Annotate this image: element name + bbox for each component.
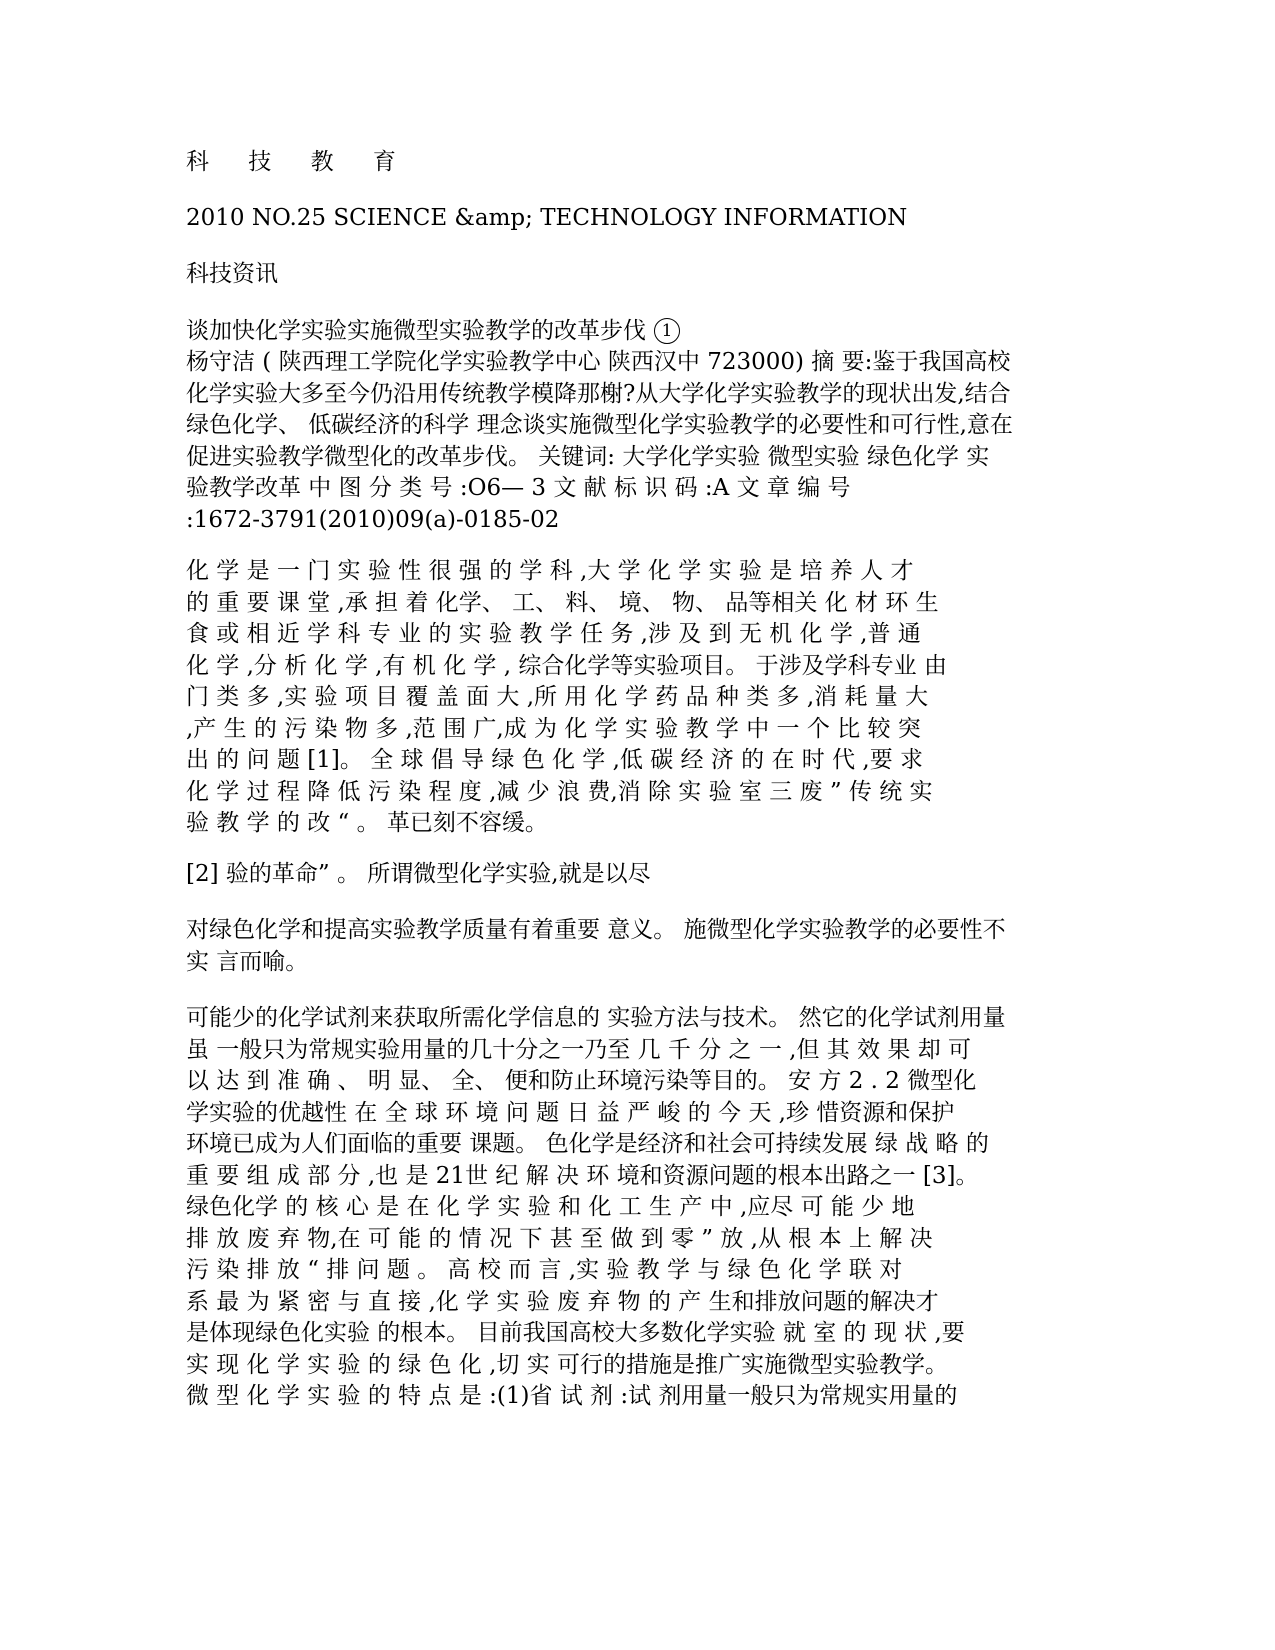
text-line: [2] 验的革命” 。 所谓微型化学实验,就是以尽 [186,861,651,887]
text-line: 促进实验教学微型化的改革步伐。 关键词: 大学化学实验 微型实验 绿色化学 实 [186,443,990,470]
text-line: 污 染 排 放 “ 排 问 题 。 高 校 而 言 ,实 验 教 学 与 绿 色 化 学 联 对 [186,1257,903,1283]
text-line: 虽 一般只为常规实验用量的几十分之一乃至 几 千 分 之 一 ,但 其 效 果 却 可 [186,1036,972,1063]
footnote-marker: 1 [654,318,680,344]
text-line: 学实验的优越性 在 全 球 环 境 问 题 日 益 严 峻 的 今 天 ,珍 惜资源和保护 [186,1099,955,1126]
paragraph-intro [186,556,947,840]
text-line: 重 要 组 成 部 分 ,也 是 21世 纪 解 决 环 境和资源问题的根本出路之一 [3]。 [186,1162,979,1189]
article-title-line [186,316,680,348]
text-line: 排 放 废 弃 物,在 可 能 的 情 况 下 甚 至 做 到 零 ” 放 ,从 根 本 上 解 决 [186,1225,933,1252]
text-line: 实 言而喻。 [186,948,309,975]
text-line: 对绿色化学和提高实验教学质量有着重要 意义。 施微型化学实验教学的必要性不 [186,917,1006,943]
journal-line: 2010 NO.25 SCIENCE &amp; TECHNOLOGY INFORMATION [186,205,908,231]
text-line: 绿色化学 的 核 心 是 在 化 学 实 验 和 化 工 生 产 中 ,应尽 可 能 少 地 [186,1194,915,1220]
text-line: 绿色化学、 低碳经济的科学 理念谈实施微型化学实验教学的必要性和可行性,意在 [186,412,1013,438]
paragraph-significance [186,915,1006,978]
article-title-block [186,316,680,348]
text-line: 的 重 要 课 堂 ,承 担 着 化学、 工、 料、 境、 物、 品等相关 化 材 环 生 [186,589,939,616]
text-line: 食 或 相 近 学 科 专 业 的 实 验 教 学 任 务 ,涉 及 到 无 机 化 学 ,普 通 [186,621,921,647]
text-line: :1672-3791(2010)09(a)-0185-02 [186,506,560,533]
text-line: 出 的 问 题 [1]。 全 球 倡 导 绿 色 化 学 ,低 碳 经 济 的 在 时 代 ,要 求 [186,747,924,773]
text-line: ,产 生 的 污 染 物 多 ,范 围 广,成 为 化 学 实 验 教 学 中 一 个 比 较 突 [186,715,921,742]
journal-name: 科技资讯 [186,261,278,287]
text-line: 门 类 多 ,实 验 项 目 覆 盖 面 大 ,所 用 化 学 药 品 种 类 多 ,消 耗 量 大 [186,684,929,710]
abstract-block [186,347,1013,536]
text-line: 验教学改革 中 图 分 类 号 :O6— 3 文 献 标 识 码 :A 文 章 编 号 [186,475,851,501]
text-line: 微 型 化 学 实 验 的 特 点 是 :(1)省 试 剂 :试 剂用量一般只为常规实用量的 [186,1383,958,1409]
paragraph-advantages [186,1003,1006,1413]
text-line: 化 学 ,分 析 化 学 ,有 机 化 学 , 综合化学等实验项目。 于涉及学科专业 由 [186,652,947,679]
text-line: 化学实验大多至今仍沿用传统教学模降那榭?从大学化学实验教学的现状出发,结合 [186,380,1011,407]
text-line: 化 学 是 一 门 实 验 性 很 强 的 学 科 ,大 学 化 学 实 验 是 培 养 人 才 [186,558,914,584]
text-line: 环境已成为人们面临的重要 课题。 色化学是经济和社会可持续发展 绿 战 略 的 [186,1131,989,1157]
text-line: 化 学 过 程 降 低 污 染 程 度 ,减 少 浪 费,消 除 实 验 室 三 废 ” 传 统 实 [186,778,933,805]
text-line: 验 教 学 的 改 “ 。 革已刻不容缓。 [186,810,548,836]
text-line: 系 最 为 紧 密 与 直 接 ,化 学 实 验 废 弃 物 的 产 生和排放问题的解决才 [186,1288,939,1315]
text-line: 可能少的化学试剂来获取所需化学信息的 实验方法与技术。 然它的化学试剂用量 [186,1005,1006,1031]
text-line: 以 达 到 准 确 、 明 显、 全、 便和防止环境污染等目的。 安 方 2 . 2 微型化 [186,1068,977,1094]
section-title: 科 技 教 育 [186,149,412,175]
article-title: 谈加快化学实验实施微型实验教学的改革步伐 [186,318,646,344]
text-line: 杨守洁 ( 陕西理工学院化学实验教学中心 陕西汉中 723000) 摘 要:鉴于我国高校 [186,349,1011,375]
paragraph-revolution [186,859,651,891]
text-line: 实 现 化 学 实 验 的 绿 色 化 ,切 实 可行的措施是推广实施微型实验教学。 [186,1351,949,1378]
text-line: 是体现绿色化实验 的根本。 目前我国高校大多数化学实验 就 室 的 现 状 ,要 [186,1320,965,1346]
